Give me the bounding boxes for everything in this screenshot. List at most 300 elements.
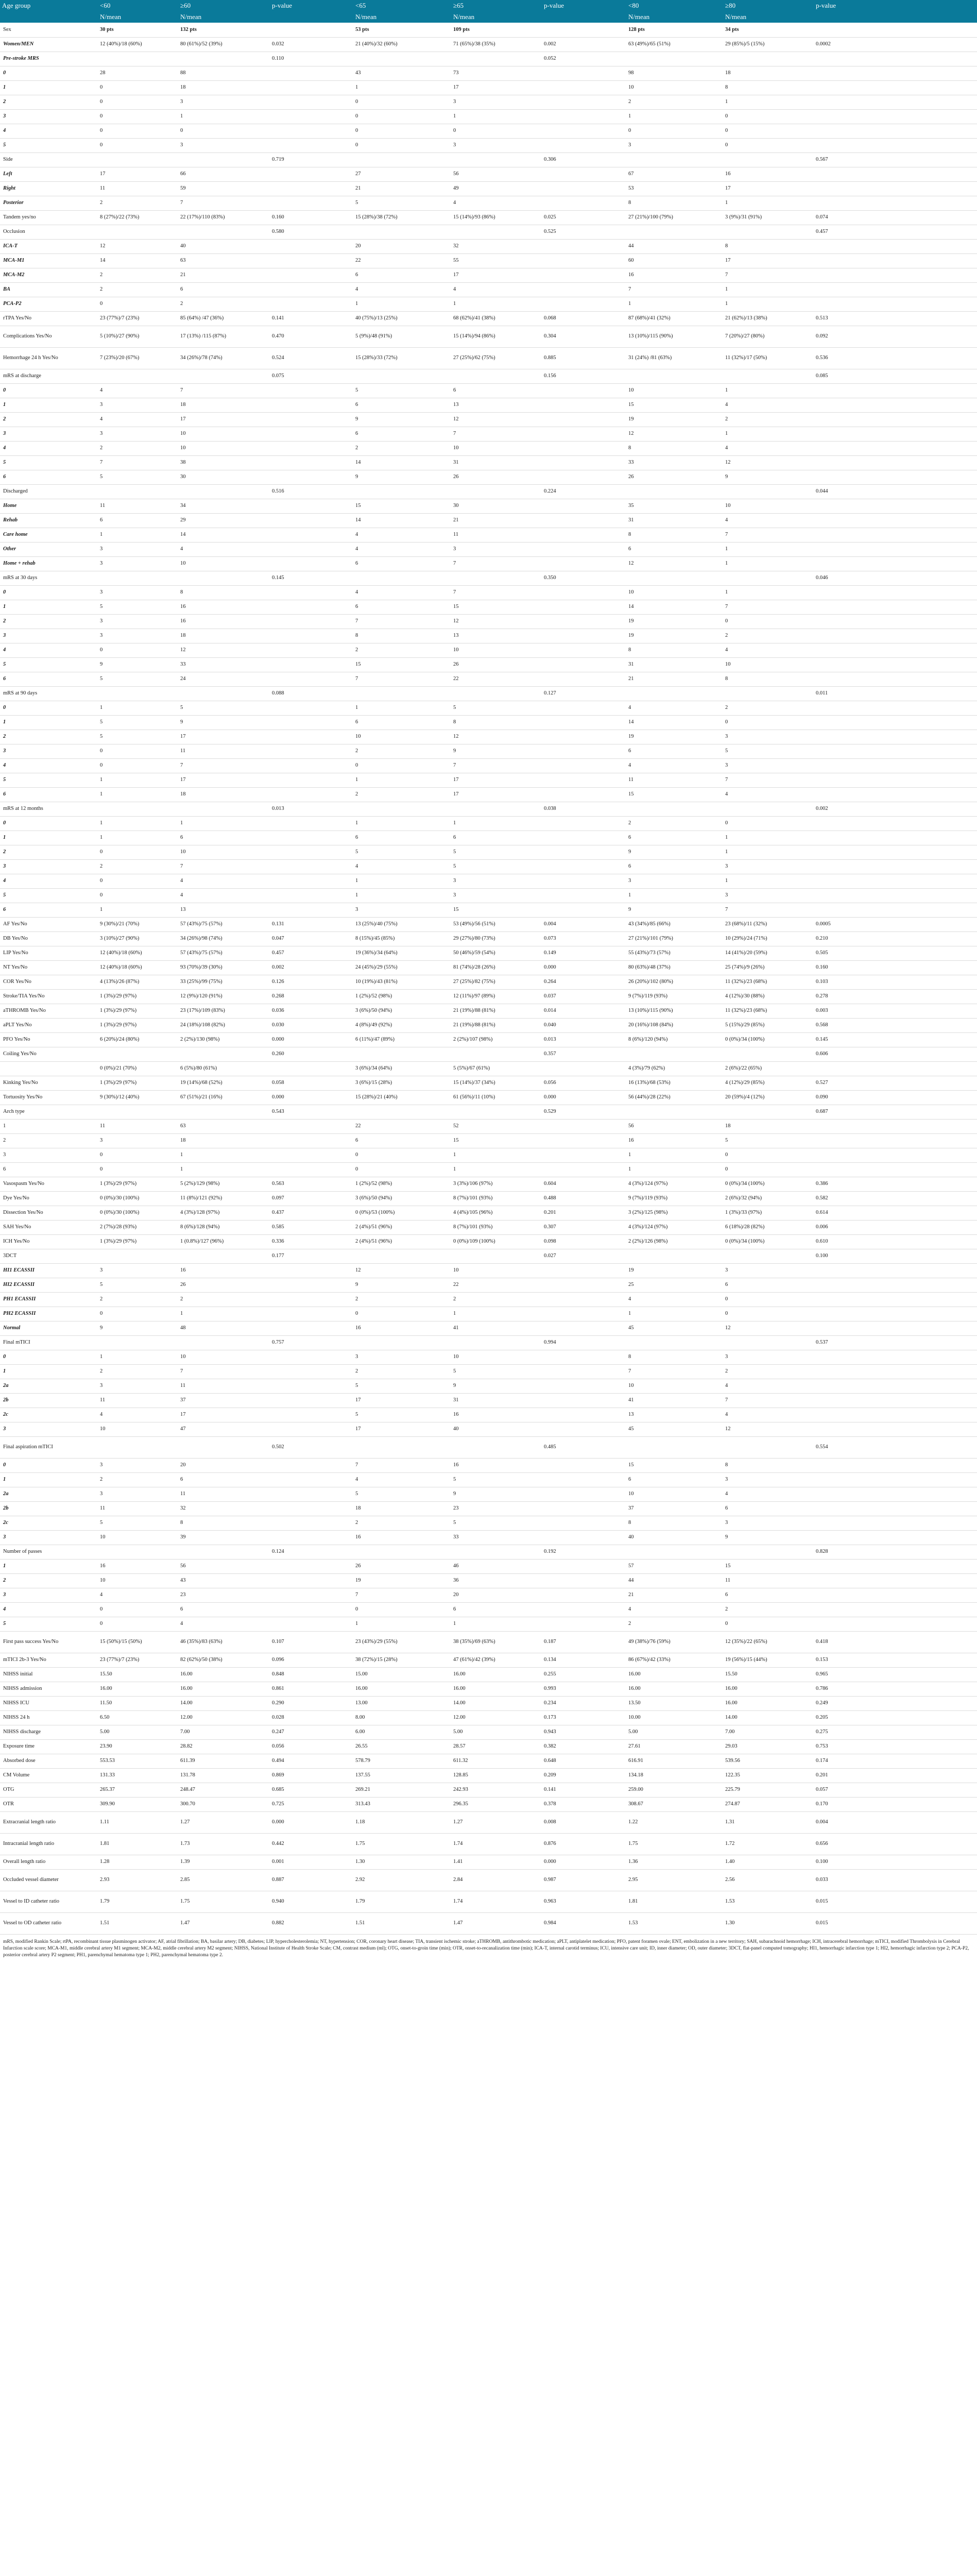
table-cell: 0.275 (814, 1725, 977, 1739)
table-cell: 1 (3%)/29 (97%) (98, 1076, 178, 1090)
table-cell (270, 730, 353, 744)
table-cell: 0 (98, 1617, 178, 1631)
table-cell (353, 1335, 451, 1350)
table-cell: 3 (98, 1487, 178, 1501)
table-row (0, 1321, 977, 1335)
header-cell: ≥65 (451, 0, 542, 11)
table-cell: 0.090 (814, 1090, 977, 1105)
table-cell (542, 1472, 626, 1487)
table-cell: 27.61 (626, 1739, 723, 1754)
table-cell (723, 484, 814, 499)
table-cell (270, 657, 353, 672)
table-cell (542, 1350, 626, 1364)
table-cell: 12 (451, 730, 542, 744)
table-cell: 0.030 (270, 1018, 353, 1032)
table-cell: 4 (178, 542, 270, 556)
table-cell (270, 239, 353, 253)
table-cell: 31 (451, 1393, 542, 1408)
row-label: Dye Yes/No (0, 1191, 98, 1206)
row-label: 6 (0, 787, 98, 802)
table-cell: 2 (4%)/51 (96%) (353, 1234, 451, 1249)
table-cell: 23 (43%)/29 (55%) (353, 1631, 451, 1653)
table-cell (270, 585, 353, 600)
table-cell: 21 (178, 268, 270, 282)
table-cell: 25 (626, 1278, 723, 1292)
table-cell: 1 (178, 816, 270, 831)
table-cell: 0 (98, 138, 178, 152)
table-cell: 9 (723, 1530, 814, 1545)
table-cell: 0 (353, 1602, 451, 1617)
table-cell: 0.056 (542, 1076, 626, 1090)
table-cell (542, 1458, 626, 1472)
table-cell: 63 (178, 253, 270, 268)
table-cell: 0 (0%)/53 (100%) (353, 1206, 451, 1220)
row-label: BA (0, 282, 98, 297)
table-cell: 9 (451, 1379, 542, 1393)
table-cell: 0.006 (814, 1220, 977, 1234)
table-cell: 14.00 (178, 1696, 270, 1710)
table-row (0, 1307, 977, 1321)
table-cell: 0.002 (270, 960, 353, 975)
table-row (0, 874, 977, 888)
table-cell (542, 1061, 626, 1076)
row-label: CM Volume (0, 1768, 98, 1783)
table-cell: 10 (451, 441, 542, 455)
table-cell: 2.85 (178, 1869, 270, 1891)
table-cell: 21 (626, 672, 723, 686)
table-cell: 37 (626, 1501, 723, 1516)
table-cell (814, 1472, 977, 1487)
table-cell (451, 571, 542, 585)
table-cell (542, 282, 626, 297)
table-cell: 0 (723, 614, 814, 629)
row-label: 5 (0, 657, 98, 672)
table-cell: 225.79 (723, 1783, 814, 1797)
table-cell: 0.107 (270, 1631, 353, 1653)
table-cell (178, 1545, 270, 1559)
table-cell: 5 (9%)/48 (91%) (353, 326, 451, 347)
table-row (0, 960, 977, 975)
table-cell (270, 773, 353, 787)
table-cell: 0 (98, 109, 178, 124)
table-cell: 60 (626, 253, 723, 268)
row-label: LIP Yes/No (0, 946, 98, 960)
table-cell (178, 571, 270, 585)
table-cell: 17 (178, 730, 270, 744)
table-cell: 1 (723, 383, 814, 398)
table-cell: 19 (56%)/15 (44%) (723, 1653, 814, 1667)
table-cell (270, 1487, 353, 1501)
table-row (0, 1754, 977, 1768)
table-cell: 50 (46%)/59 (54%) (451, 946, 542, 960)
table-cell: 0.505 (814, 946, 977, 960)
row-label: NIHSS initial (0, 1667, 98, 1682)
table-row (0, 1032, 977, 1047)
table-cell: 5 (451, 701, 542, 715)
table-cell: 1 (451, 297, 542, 311)
table-cell: 5 (451, 1516, 542, 1530)
table-cell: 14 (178, 528, 270, 542)
table-cell: 8 (451, 715, 542, 730)
table-cell: 26 (20%)/102 (80%) (626, 975, 723, 989)
table-cell: 10 (98, 1422, 178, 1436)
table-cell: 0 (98, 95, 178, 109)
table-cell: 7 (178, 383, 270, 398)
table-row (0, 1472, 977, 1487)
table-cell: 12 (626, 556, 723, 571)
table-cell: 0 (723, 715, 814, 730)
table-row (0, 686, 977, 701)
table-cell: 1.51 (353, 1912, 451, 1934)
table-cell: 16.00 (451, 1667, 542, 1682)
table-cell: 3 (723, 1472, 814, 1487)
table-cell: 0.249 (814, 1696, 977, 1710)
table-row (0, 585, 977, 600)
table-cell (814, 556, 977, 571)
table-cell: 16 (626, 1133, 723, 1148)
table-row (0, 643, 977, 657)
table-cell (626, 152, 723, 167)
table-cell (542, 1364, 626, 1379)
table-cell (542, 1307, 626, 1321)
table-cell: 0.485 (542, 1436, 626, 1458)
table-row (0, 1364, 977, 1379)
table-cell: 3 (451, 874, 542, 888)
table-cell (814, 80, 977, 95)
table-cell: 0.529 (542, 1105, 626, 1119)
table-cell: 0.127 (542, 686, 626, 701)
table-cell: 578.79 (353, 1754, 451, 1768)
table-cell (270, 1321, 353, 1335)
table-cell: 8 (626, 643, 723, 657)
table-row (0, 1292, 977, 1307)
table-cell (814, 1588, 977, 1602)
row-label (0, 1061, 98, 1076)
table-cell: 11 (626, 773, 723, 787)
table-cell (626, 802, 723, 816)
table-cell: 1 (723, 585, 814, 600)
table-cell: 23 (178, 1588, 270, 1602)
table-cell (451, 484, 542, 499)
table-cell (814, 629, 977, 643)
table-cell (178, 1047, 270, 1061)
table-cell: 2 (353, 1516, 451, 1530)
table-cell: 0.131 (270, 917, 353, 931)
table-cell: 0.247 (270, 1725, 353, 1739)
row-label: MCA-M1 (0, 253, 98, 268)
table-cell: 30 (451, 499, 542, 513)
table-cell (270, 787, 353, 802)
table-row (0, 1335, 977, 1350)
table-cell (814, 1559, 977, 1573)
table-row (0, 629, 977, 643)
table-cell: 0.304 (542, 326, 626, 347)
table-cell: 1 (451, 1162, 542, 1177)
table-cell: 0.044 (814, 484, 977, 499)
table-cell (270, 1588, 353, 1602)
table-cell (353, 225, 451, 239)
table-cell: 0.536 (814, 347, 977, 369)
table-cell: 12 (723, 1321, 814, 1335)
table-cell: 0.000 (270, 1090, 353, 1105)
table-cell (98, 1335, 178, 1350)
row-label: PCA-P2 (0, 297, 98, 311)
table-row (0, 109, 977, 124)
table-cell (626, 1335, 723, 1350)
table-cell (814, 470, 977, 484)
table-row (0, 1249, 977, 1263)
table-cell: 0.173 (542, 1710, 626, 1725)
table-cell: 6 (178, 1602, 270, 1617)
table-cell: 61 (56%)/11 (10%) (451, 1090, 542, 1105)
table-cell: 19 (626, 1263, 723, 1278)
row-label: mRS at 12 months (0, 802, 98, 816)
table-cell: 0.0005 (814, 917, 977, 931)
table-cell: 0.149 (542, 946, 626, 960)
table-cell: 13 (25%)/40 (75%) (353, 917, 451, 931)
table-cell (270, 1458, 353, 1472)
table-row (0, 657, 977, 672)
table-cell: 4 (178, 874, 270, 888)
table-cell: 0.013 (270, 802, 353, 816)
header-cell: p-value (542, 0, 626, 11)
table-cell: 2 (98, 196, 178, 210)
table-cell: 6 (626, 744, 723, 758)
row-label: 2c (0, 1516, 98, 1530)
table-cell (542, 1408, 626, 1422)
table-cell (542, 1148, 626, 1162)
table-cell: 1 (98, 787, 178, 802)
table-cell (814, 744, 977, 758)
table-row (0, 1076, 977, 1090)
table-cell (542, 109, 626, 124)
table-cell (98, 1436, 178, 1458)
table-cell: 8 (353, 629, 451, 643)
table-cell: 29 (85%)/5 (15%) (723, 37, 814, 52)
header-cell (814, 11, 977, 23)
table-cell: 56 (178, 1559, 270, 1573)
table-cell (270, 513, 353, 528)
table-cell: 0.056 (270, 1739, 353, 1754)
table-cell: 0.145 (270, 571, 353, 585)
header-cell: p-value (270, 0, 353, 11)
table-cell: 0 (98, 1602, 178, 1617)
table-row (0, 903, 977, 917)
table-cell: 0.268 (270, 989, 353, 1004)
table-cell: 0 (98, 1307, 178, 1321)
table-cell: 2 (2%)/107 (98%) (451, 1032, 542, 1047)
table-cell (353, 52, 451, 66)
table-cell (353, 1105, 451, 1119)
table-cell: 21 (626, 1588, 723, 1602)
row-label: Women/MEN (0, 37, 98, 52)
table-cell: 3 (6%)/50 (94%) (353, 1191, 451, 1206)
row-label: 0 (0, 1458, 98, 1472)
table-cell (270, 643, 353, 657)
row-label: 2 (0, 845, 98, 859)
table-cell: 0.015 (814, 1912, 977, 1934)
table-cell: 0.882 (270, 1912, 353, 1934)
table-cell: 0.255 (542, 1667, 626, 1682)
table-cell (353, 152, 451, 167)
row-label: 2 (0, 95, 98, 109)
table-cell: 9 (451, 744, 542, 758)
table-row (0, 1408, 977, 1422)
table-cell: 67 (51%)/21 (16%) (178, 1090, 270, 1105)
row-label: 3DCT (0, 1249, 98, 1263)
table-cell: 2.84 (451, 1869, 542, 1891)
table-cell: 6 (5%)/80 (61%) (178, 1061, 270, 1076)
table-cell: 2 (98, 1292, 178, 1307)
header-cell: <60 (98, 0, 178, 11)
row-label: ICA-T (0, 239, 98, 253)
table-cell: 43 (353, 66, 451, 80)
table-cell: 40 (626, 1530, 723, 1545)
table-row (0, 1133, 977, 1148)
table-cell: 0.984 (542, 1912, 626, 1934)
table-row (0, 528, 977, 542)
table-cell: 15.50 (98, 1667, 178, 1682)
table-cell: 28.57 (451, 1739, 542, 1754)
table-cell: 0 (98, 888, 178, 903)
row-label: 6 (0, 903, 98, 917)
table-cell: 98 (626, 66, 723, 80)
table-cell: 16.00 (178, 1682, 270, 1696)
table-cell: 1.28 (98, 1855, 178, 1869)
table-cell: 11 (32%)/23 (68%) (723, 975, 814, 989)
table-cell: 22 (353, 253, 451, 268)
table-cell: 6 (723, 1588, 814, 1602)
row-label: 0 (0, 585, 98, 600)
row-label: MCA-M2 (0, 268, 98, 282)
table-row (0, 1004, 977, 1018)
table-cell: 3 (6%)/34 (64%) (353, 1061, 451, 1076)
table-cell: 1 (178, 1307, 270, 1321)
table-cell: 7 (451, 427, 542, 441)
row-label: 1 (0, 1364, 98, 1379)
table-cell: 9 (30%)/12 (40%) (98, 1090, 178, 1105)
table-cell: 10 (451, 643, 542, 657)
table-cell: 3 (6%)/15 (28%) (353, 1076, 451, 1090)
row-label: HI2 ECASSII (0, 1278, 98, 1292)
table-cell: 9 (7%)/119 (93%) (626, 1191, 723, 1206)
table-row (0, 1119, 977, 1133)
table-cell (178, 1249, 270, 1263)
table-cell: 17 (451, 268, 542, 282)
table-cell: 3 (353, 1350, 451, 1364)
table-cell: 15 (626, 1458, 723, 1472)
table-cell: 1 (98, 528, 178, 542)
table-cell: 0.554 (814, 1436, 977, 1458)
table-cell: 10 (723, 499, 814, 513)
table-cell: 0.869 (270, 1768, 353, 1783)
table-cell: 29 (178, 513, 270, 528)
table-cell: 2.93 (98, 1869, 178, 1891)
table-cell: 0.004 (814, 1811, 977, 1833)
table-cell (270, 1133, 353, 1148)
table-cell: 17 (178, 412, 270, 427)
row-label: Discharged (0, 484, 98, 499)
table-cell: 0.000 (542, 1855, 626, 1869)
table-row (0, 1869, 977, 1891)
table-cell (270, 1278, 353, 1292)
table-cell (270, 1350, 353, 1364)
table-cell (270, 1162, 353, 1177)
table-cell: 3 (98, 614, 178, 629)
table-cell: 7 (451, 556, 542, 571)
table-cell: 539.56 (723, 1754, 814, 1768)
table-cell: 5 (98, 715, 178, 730)
row-label: PFO Yes/No (0, 1032, 98, 1047)
table-cell: 7 (98, 455, 178, 470)
table-cell (270, 1559, 353, 1573)
table-cell: 3 (98, 585, 178, 600)
table-cell: 6 (98, 513, 178, 528)
table-cell: 0.141 (270, 311, 353, 326)
table-cell: 36 (451, 1573, 542, 1588)
table-row (0, 1061, 977, 1076)
table-cell: 15 (626, 398, 723, 412)
table-cell: 0 (98, 758, 178, 773)
table-cell: 0 (723, 1162, 814, 1177)
table-cell (542, 1487, 626, 1501)
table-cell: 3 (98, 427, 178, 441)
table-cell: 15.00 (353, 1667, 451, 1682)
table-cell (542, 1119, 626, 1133)
table-row (0, 1422, 977, 1436)
table-cell: 66 (178, 167, 270, 181)
row-label: COR Yes/No (0, 975, 98, 989)
table-cell: 2 (178, 1292, 270, 1307)
table-cell: 2 (626, 95, 723, 109)
table-cell: 16.00 (98, 1682, 178, 1696)
table-cell: 47 (61%)/42 (39%) (451, 1653, 542, 1667)
table-cell (98, 484, 178, 499)
table-cell: 0 (353, 1148, 451, 1162)
row-label: Stroke/TIA Yes/No (0, 989, 98, 1004)
table-cell (542, 643, 626, 657)
table-cell (626, 52, 723, 66)
table-cell: 0.145 (814, 1032, 977, 1047)
table-cell: 14 (98, 253, 178, 268)
table-cell: 0.110 (270, 52, 353, 66)
table-cell: 18 (178, 787, 270, 802)
table-cell: 32 (451, 239, 542, 253)
table-cell (542, 816, 626, 831)
table-cell: 0.036 (270, 1004, 353, 1018)
table-cell: 12 (178, 643, 270, 657)
table-cell (270, 124, 353, 138)
table-cell: 63 (49%)/65 (51%) (626, 37, 723, 52)
row-label: 5 (0, 138, 98, 152)
table-cell (542, 297, 626, 311)
table-cell: 22 (451, 672, 542, 686)
row-label: AF Yes/No (0, 917, 98, 931)
table-cell (814, 600, 977, 614)
table-cell: 68 (62%)/41 (38%) (451, 311, 542, 326)
table-cell: 0.141 (542, 1783, 626, 1797)
table-cell: 4 (3%)/124 (97%) (626, 1220, 723, 1234)
table-cell: 0.606 (814, 1047, 977, 1061)
row-label: OTR (0, 1797, 98, 1811)
table-cell (626, 1047, 723, 1061)
table-cell: 30 (178, 470, 270, 484)
row-label: 5 (0, 1617, 98, 1631)
table-cell: 10 (178, 556, 270, 571)
row-label: HI1 ECASSII (0, 1263, 98, 1278)
table-cell: 19 (36%)/34 (64%) (353, 946, 451, 960)
table-cell: 2 (723, 701, 814, 715)
